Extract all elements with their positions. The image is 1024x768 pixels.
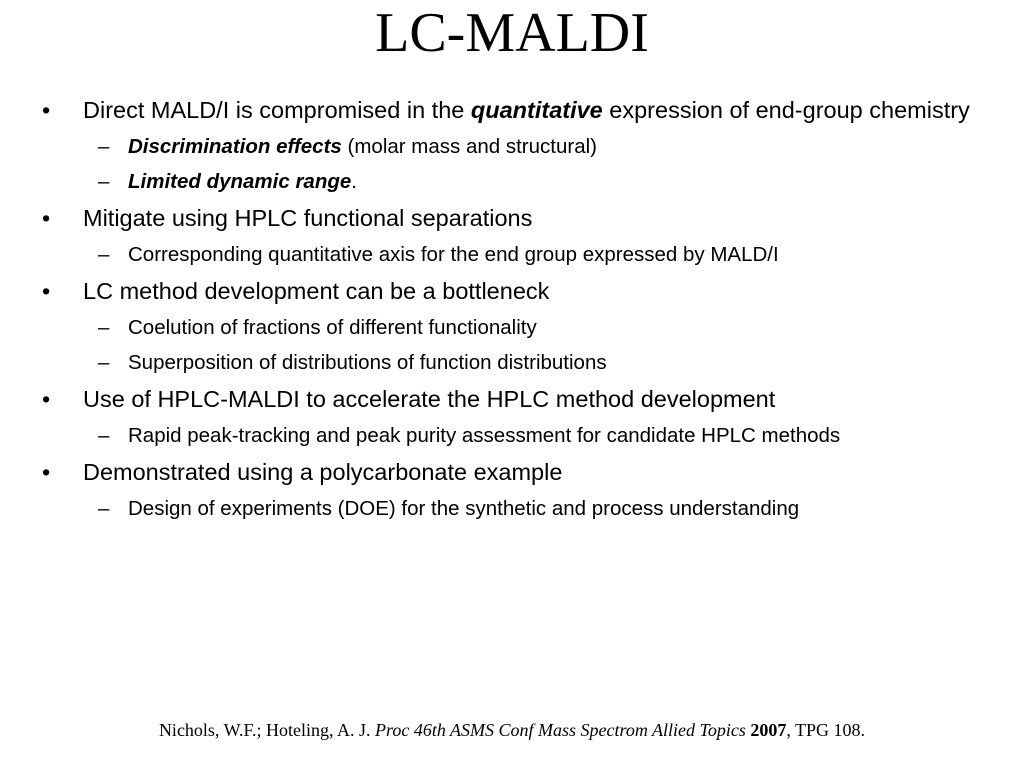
sub-bullet-text: Superposition of distributions of function distributions <box>128 351 607 374</box>
sub-bullet-text: Rapid peak-tracking and peak purity assessment for candidate HPLC methods <box>128 424 841 447</box>
sub-bullet-marker: – <box>98 497 110 520</box>
slide-title: LC-MALDI <box>375 2 649 64</box>
sub-bullet-marker: – <box>98 351 110 374</box>
bullet-emphasis: quantitative <box>470 97 603 123</box>
citation-pages: , TPG 108. <box>786 720 866 740</box>
bullet-marker: • <box>42 459 51 485</box>
sub-bullet-text: Design of experiments (DOE) for the synthetic and process understanding <box>128 497 800 520</box>
sub-bullet-item <box>42 349 982 377</box>
sub-bullet-marker: – <box>98 243 110 266</box>
sub-bullet-text: (molar mass and structural) <box>341 135 597 158</box>
bullet-item <box>42 275 982 307</box>
bullet-text: Use of HPLC-MALDI to accelerate the HPLC method development <box>83 386 776 412</box>
sub-bullet-text: Coelution of fractions of different functionality <box>128 316 537 339</box>
bullet-item <box>42 456 982 488</box>
bullet-marker: • <box>42 278 51 304</box>
sub-bullet-item <box>42 314 982 342</box>
citation-year: 2007 <box>750 720 787 740</box>
bullet-text: LC method development can be a bottleneck <box>83 278 550 304</box>
bullet-list <box>42 94 982 523</box>
bullet-item <box>42 202 982 234</box>
sub-bullet-item <box>42 168 982 196</box>
sub-bullet-emphasis: Discrimination effects <box>128 135 342 158</box>
sub-bullet-marker: – <box>98 316 110 339</box>
bullet-marker: • <box>42 205 51 231</box>
sub-bullet-item <box>42 133 982 161</box>
bullet-text: Direct MALD/I is compromised in the <box>83 97 471 123</box>
bullet-text: Mitigate using HPLC functional separations <box>83 205 533 231</box>
sub-bullet-marker: – <box>98 424 110 447</box>
bullet-marker: • <box>42 97 51 123</box>
bullet-text: Demonstrated using a polycarbonate example <box>83 459 563 485</box>
bullet-marker: • <box>42 386 51 412</box>
sub-bullet-marker: – <box>98 170 110 193</box>
sub-bullet-text: . <box>351 170 357 193</box>
sub-bullet-emphasis: Limited dynamic range <box>128 170 352 193</box>
bullet-item <box>42 383 982 415</box>
sub-bullet-item <box>42 495 982 523</box>
bullet-text: expression of end-group chemistry <box>602 97 970 123</box>
sub-bullet-item <box>42 241 982 269</box>
sub-bullet-item <box>42 422 982 450</box>
citation-authors: Nichols, W.F.; Hoteling, A. J. <box>158 720 376 740</box>
citation <box>0 718 1024 742</box>
sub-bullet-marker: – <box>98 135 110 158</box>
citation-journal: Proc 46th ASMS Conf Mass Spectrom Allied Topics <box>375 720 746 740</box>
sub-bullet-text: Corresponding quantitative axis for the end group expressed by MALD/I <box>128 243 779 266</box>
bullet-item <box>42 94 982 126</box>
